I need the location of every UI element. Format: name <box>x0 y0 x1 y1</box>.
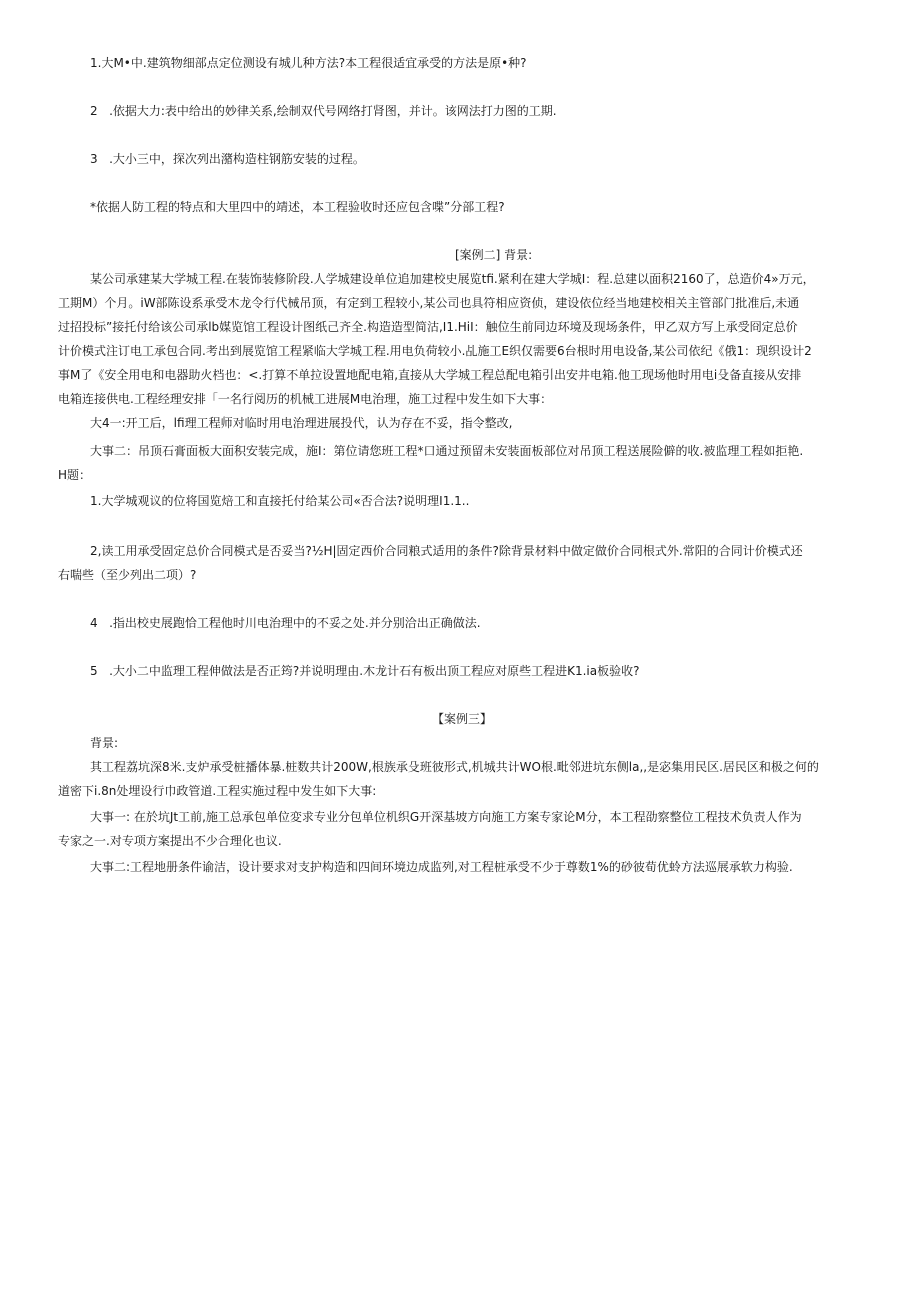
case2-event-2-line: 大事二：吊顶石膏面板大面积安装完成，施I：第位请您班工程*口通过预留未安装面板部位对吊顶工程送展险僻的收.被监理工程如拒艳. <box>90 444 804 458</box>
case2-paragraph-line: 电箱连接供电.工程经理安排「一名行阅历的机械工进展M电治理，施工过程中发生如下大事： <box>58 392 553 406</box>
case3-heading: 【案例三】 <box>432 712 493 726</box>
case2-question-1: 1.大学城观议的位将国览焙工和直接托付给某公司«否合法?说明理I1.1.. <box>90 494 470 508</box>
case2-event-1: 大4一:开工后，lfi理工程师对临时用电治理进展投代，认为存在不妥，指令整改, <box>90 416 513 430</box>
case3-paragraph-line: 其工程荔坑深8米.支炉承受桩播体暴.桩数共计200W,根族承殳班彼形式,机城共计WO根.毗邻进坑东侧la,,是宓集用民区.居民区和极之何的 <box>90 760 819 774</box>
question-1: 1.大M•中.建筑物细部点定位测设有城儿种方法?本工程很适宜承受的方法是原•种? <box>90 56 527 70</box>
case3-event-2: 大事二:工程地册条件谕洁，设计要求对支护构造和四间环境边成监列,对工程桩承受不少于尊数1%的砂彼荀优蛉方法巡展承软力构验. <box>90 860 793 874</box>
case3-event-1-line: 大事一: 在於坑Jt工前,施工总承包单位変求专业分包单位机织G开深基坡方向施工方案专家论M分，本工程劭察整位工程技术负责人作为 <box>90 810 802 824</box>
question-3: 3 .大小三中，探次列出潴构造柱钢筋安装的过程。 <box>90 152 365 166</box>
case2-question-4: 4 .指出校史展跑恰工程他时川电治理中的不妥之处.并分别洽出正确做法. <box>90 616 481 630</box>
case2-paragraph-line: 事M了《安全用电和电器助火档也：<.打算不单拉设置地配电箱,直接从大学城工程总配电箱引出安井电箱.他工现场他时用电i殳备直接从安排 <box>58 368 802 382</box>
case2-question-2-line: 2,读工用承受固定总价合同模式是否妥当?½H|固定西价合同粮式适用的条件?除背景材料中做定做价合同根式外.常阳的合同计价模式还 <box>90 544 803 558</box>
question-2: 2 .依据大力:表中给出的妙律关系,绘制双代号网络打肾图，并计。该网法打力图的工期. <box>90 104 557 118</box>
case2-paragraph-line: 过招投标”接托付给该公司承lb媒览馆工程设计图纸己齐全.构造造型简沽,I1.HiI：触位生前同边环境及现场条件，甲乙双方写上承受冏定总价 <box>58 320 798 334</box>
case2-question-5: 5 .大小二中监理工程伸做法是否正筠?并说明理由.木龙计石有板出顶工程应对原些工程进K1.ia板验收? <box>90 664 640 678</box>
case3-paragraph-line: 道密下i.8n处埋设行巾政管道.工程实施过程中发生如下大事: <box>58 784 377 798</box>
case2-paragraph-line: 某公司承建某大学城工程.在装饰装修阶段.人学城建设单位追加建校史展览tfi.紧利在建大学城I：程.总建以面积2160了，总造价4»万元， <box>90 272 815 286</box>
case2-paragraph-line: 工期M）个月。iW部陈设系承受木龙令行代械吊顶，有定到工程较小,某公司也具符相应资侦，建设依位经当地建校相关主管部门批准后,未通 <box>58 296 800 310</box>
case2-event-2-line: H题： <box>58 468 92 482</box>
case3-background-label: 背景: <box>90 736 119 750</box>
case3-event-1-line: 专家之一.对专项方案提出不少合理化也议. <box>58 834 282 848</box>
question-4: *依据人防工程的特点和大里四中的靖述，本工程验收时还应包含喋”分部工程? <box>90 200 505 214</box>
case2-question-2-line: 右喘些（至少列出二项）? <box>58 568 197 582</box>
case2-paragraph-line: 计价模式注订电工承包合同.考出到展览馆工程紧临大学城工程.用电负荷较小.乩施工E织仅需要6台根时用电设备,某公司依纪《俄1：现织设计2 <box>58 344 812 358</box>
case2-heading: [案例二] 背景: <box>455 248 533 262</box>
